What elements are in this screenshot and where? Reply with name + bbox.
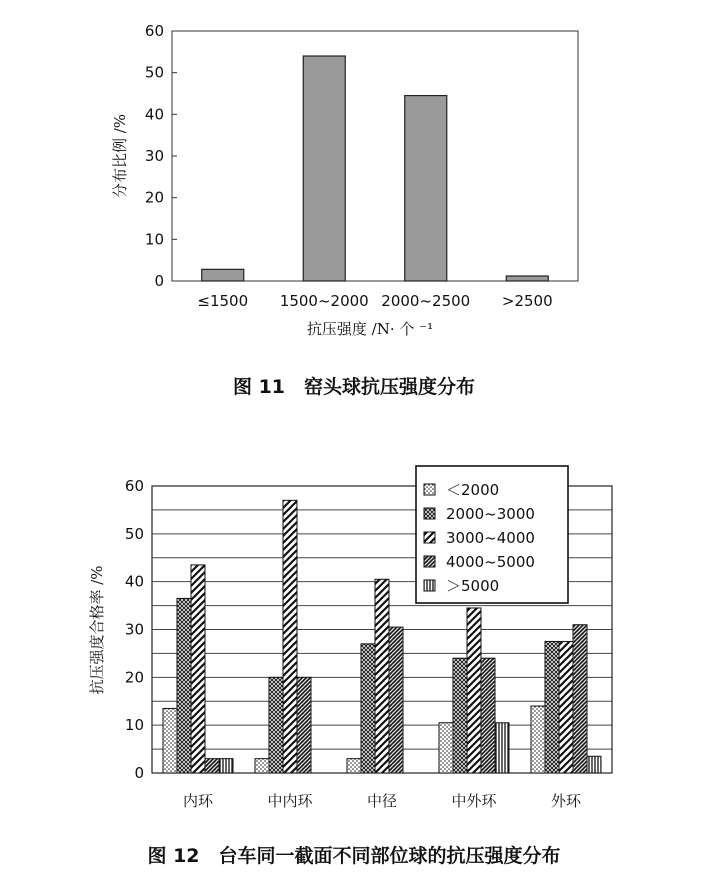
figure-12 [88, 466, 612, 867]
bar [255, 759, 269, 773]
legend-label: 2000~3000 [446, 505, 535, 523]
bar [506, 276, 548, 281]
legend-swatch [424, 532, 435, 543]
y-tick-label: 60 [144, 22, 164, 40]
bar [439, 723, 453, 773]
bar [202, 269, 244, 281]
bar [559, 641, 573, 773]
y-tick-label: 50 [124, 524, 144, 543]
x-tick-label: >2500 [501, 292, 553, 310]
legend-swatch [424, 484, 435, 495]
y-tick-label: 20 [144, 188, 164, 207]
legend-label: 4000~5000 [446, 553, 535, 571]
bar [573, 625, 587, 773]
y-tick-labels [125, 477, 144, 782]
x-tick-label: 外环 [550, 792, 582, 810]
x-tick-label: 中径 [366, 792, 398, 810]
y-tick-label: 50 [144, 63, 164, 82]
x-tick-label: 中内环 [267, 792, 313, 810]
y-tick-label: 0 [154, 272, 164, 290]
bar [269, 677, 283, 773]
bar [389, 627, 403, 773]
bar [375, 579, 389, 773]
y-axis-label: 分布比例 /% [111, 113, 129, 199]
y-tick-label: 10 [124, 716, 144, 735]
bar [361, 644, 375, 773]
bar [587, 756, 601, 773]
bar [453, 658, 467, 773]
bar [347, 759, 361, 773]
x-tick-label: 1500~2000 [279, 292, 369, 310]
legend-label: ＞5000 [446, 577, 500, 595]
bar [495, 723, 509, 773]
bar [467, 608, 481, 773]
bar [405, 96, 447, 281]
y-tick-label: 40 [124, 572, 144, 591]
bar [177, 598, 191, 773]
y-tick-label: 40 [144, 105, 164, 124]
bar [303, 56, 345, 281]
y-tick-label: 20 [124, 668, 144, 687]
x-axis-label: 抗压强度 /N· 个 ⁻¹ [306, 320, 434, 338]
y-tick-label: 60 [124, 477, 144, 495]
figure-caption: 图 12 台车同一截面不同部位球的抗压强度分布 [147, 845, 561, 867]
bar [163, 708, 177, 773]
x-tick-label: 中外环 [451, 792, 497, 810]
x-tick-labels [183, 792, 582, 810]
plot-frame [172, 31, 578, 281]
y-tick-label: 10 [144, 230, 164, 249]
x-tick-label: ≤1500 [197, 292, 249, 310]
figure-11 [111, 22, 578, 398]
y-tick-label: 30 [124, 620, 144, 639]
x-tick-label: 内环 [182, 792, 214, 810]
bar [481, 658, 495, 773]
legend-label: ＜2000 [446, 481, 500, 499]
x-tick-labels [197, 292, 552, 310]
bar [297, 677, 311, 773]
legend [416, 466, 568, 603]
bar [219, 759, 233, 773]
y-axis-label: 抗压强度合格率 /% [88, 565, 106, 695]
bar [545, 641, 559, 773]
legend-swatch [424, 556, 435, 567]
figure-caption: 图 11 窑头球抗压强度分布 [232, 376, 476, 398]
bar [191, 565, 205, 773]
legend-swatch [424, 580, 435, 591]
bar [283, 500, 297, 773]
legend-label: 3000~4000 [446, 529, 535, 547]
bar [205, 759, 219, 773]
bar [531, 706, 545, 773]
x-tick-label: 2000~2500 [381, 292, 471, 310]
y-tick-label: 0 [134, 764, 144, 782]
y-tick-label: 30 [144, 147, 164, 165]
bar-group [202, 56, 549, 281]
legend-swatch [424, 508, 435, 519]
